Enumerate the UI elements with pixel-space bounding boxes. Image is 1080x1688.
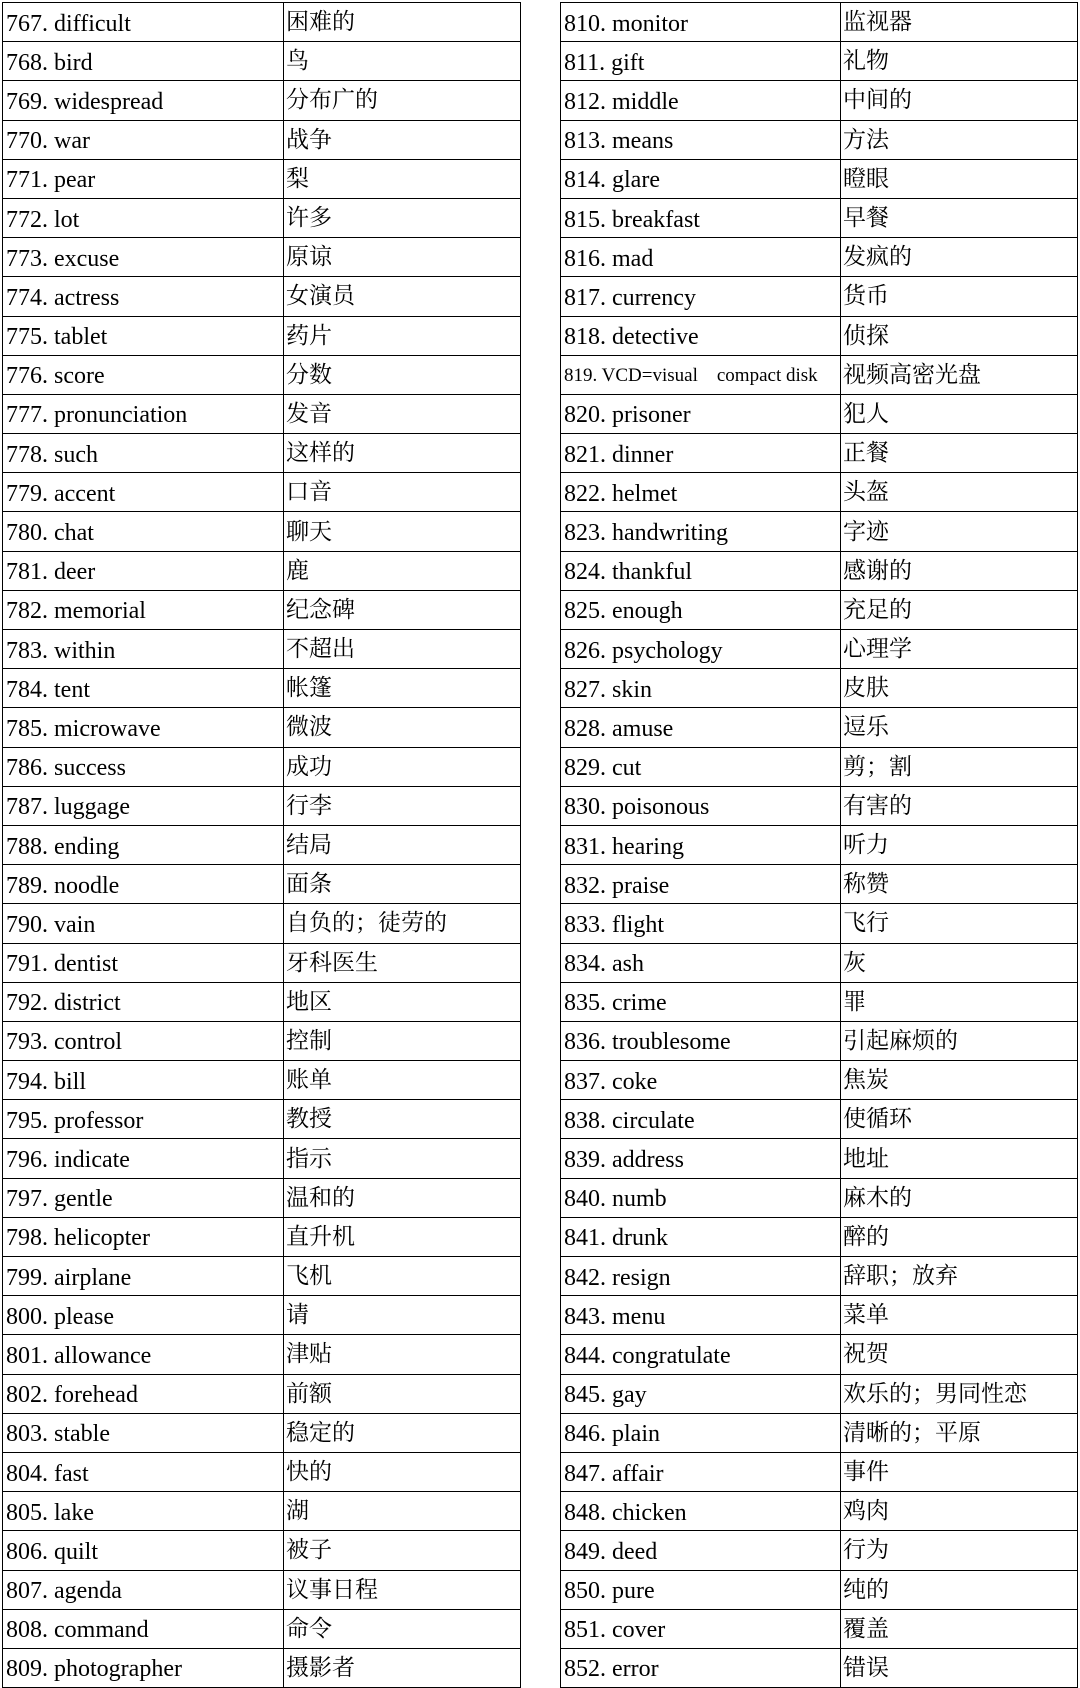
english-word-cell: 788. ending: [3, 825, 284, 864]
english-word-cell: 850. pure: [561, 1570, 841, 1609]
english-word-cell: 843. menu: [561, 1296, 841, 1335]
chinese-meaning-cell: 飞机: [284, 1257, 521, 1296]
table-row: [561, 865, 1078, 904]
chinese-meaning-cell: 麻木的: [841, 1178, 1078, 1217]
chinese-meaning-cell: 这样的: [284, 434, 521, 473]
chinese-meaning-cell: 犯人: [841, 394, 1078, 433]
chinese-meaning-cell: 地区: [284, 982, 521, 1021]
chinese-meaning-cell: 鸟: [284, 42, 521, 81]
vocabulary-table-right-body: [561, 3, 1078, 1688]
table-row: [561, 1413, 1078, 1452]
table-row: [3, 238, 521, 277]
english-word-cell: 798. helicopter: [3, 1217, 284, 1256]
table-row: [3, 786, 521, 825]
table-row: [561, 630, 1078, 669]
chinese-meaning-cell: 听力: [841, 825, 1078, 864]
english-word-cell: 789. noodle: [3, 865, 284, 904]
chinese-meaning-cell: 前额: [284, 1374, 521, 1413]
english-word-cell: 802. forehead: [3, 1374, 284, 1413]
chinese-meaning-cell: 方法: [841, 120, 1078, 159]
chinese-meaning-cell: 摄影者: [284, 1648, 521, 1687]
chinese-meaning-cell: 发疯的: [841, 238, 1078, 277]
table-row: [561, 1609, 1078, 1648]
english-word-cell: 779. accent: [3, 473, 284, 512]
english-word-cell: 796. indicate: [3, 1139, 284, 1178]
english-word-cell: 823. handwriting: [561, 512, 841, 551]
english-word-cell: 830. poisonous: [561, 786, 841, 825]
table-row: [561, 1492, 1078, 1531]
chinese-meaning-cell: 醉的: [841, 1217, 1078, 1256]
chinese-meaning-cell: 感谢的: [841, 551, 1078, 590]
chinese-meaning-cell: 覆盖: [841, 1609, 1078, 1648]
chinese-meaning-cell: 困难的: [284, 3, 521, 42]
english-word-cell: 838. circulate: [561, 1100, 841, 1139]
table-row: [561, 1296, 1078, 1335]
table-row: [3, 1648, 521, 1687]
english-word-cell: 777. pronunciation: [3, 394, 284, 433]
table-row: [3, 982, 521, 1021]
english-word-cell: 793. control: [3, 1021, 284, 1060]
chinese-meaning-cell: 分布广的: [284, 81, 521, 120]
table-row: [561, 1452, 1078, 1491]
english-word-cell: 769. widespread: [3, 81, 284, 120]
chinese-meaning-cell: 议事日程: [284, 1570, 521, 1609]
english-word-cell: 797. gentle: [3, 1178, 284, 1217]
table-row: [561, 1570, 1078, 1609]
english-word-cell: 811. gift: [561, 42, 841, 81]
chinese-meaning-cell: 女演员: [284, 277, 521, 316]
chinese-meaning-cell: 瞪眼: [841, 159, 1078, 198]
chinese-meaning-cell: 视频高密光盘: [841, 355, 1078, 394]
english-word-cell: 773. excuse: [3, 238, 284, 277]
chinese-meaning-cell: 纯的: [841, 1570, 1078, 1609]
table-row: [561, 159, 1078, 198]
chinese-meaning-cell: 鹿: [284, 551, 521, 590]
table-row: [561, 81, 1078, 120]
english-word-cell: 778. such: [3, 434, 284, 473]
table-row: [561, 786, 1078, 825]
chinese-meaning-cell: 梨: [284, 159, 521, 198]
chinese-meaning-cell: 分数: [284, 355, 521, 394]
chinese-meaning-cell: 礼物: [841, 42, 1078, 81]
table-row: [3, 1296, 521, 1335]
chinese-meaning-cell: 菜单: [841, 1296, 1078, 1335]
chinese-meaning-cell: 欢乐的；男同性恋: [841, 1374, 1078, 1413]
chinese-meaning-cell: 正餐: [841, 434, 1078, 473]
english-word-cell: 774. actress: [3, 277, 284, 316]
chinese-meaning-cell: 行为: [841, 1531, 1078, 1570]
table-row: [3, 1492, 521, 1531]
english-word-cell: 827. skin: [561, 669, 841, 708]
english-word-cell: 810. monitor: [561, 3, 841, 42]
chinese-meaning-cell: 帐篷: [284, 669, 521, 708]
english-word-cell: 805. lake: [3, 1492, 284, 1531]
table-row: [3, 473, 521, 512]
english-word-cell: 821. dinner: [561, 434, 841, 473]
english-word-cell: 800. please: [3, 1296, 284, 1335]
table-row: [3, 434, 521, 473]
vocabulary-table-left: [2, 2, 521, 1688]
chinese-meaning-cell: 发音: [284, 394, 521, 433]
english-word-cell: 844. congratulate: [561, 1335, 841, 1374]
english-word-cell: 812. middle: [561, 81, 841, 120]
table-row: [3, 1178, 521, 1217]
english-word-cell: 799. airplane: [3, 1257, 284, 1296]
english-word-cell: 781. deer: [3, 551, 284, 590]
table-row: [3, 747, 521, 786]
table-row: [561, 394, 1078, 433]
chinese-meaning-cell: 地址: [841, 1139, 1078, 1178]
chinese-meaning-cell: 事件: [841, 1452, 1078, 1491]
table-row: [3, 1570, 521, 1609]
english-word-cell: 791. dentist: [3, 943, 284, 982]
table-row: [3, 1139, 521, 1178]
table-row: [3, 590, 521, 629]
table-row: [3, 394, 521, 433]
table-row: [3, 1100, 521, 1139]
english-word-cell: 851. cover: [561, 1609, 841, 1648]
english-word-cell: 794. bill: [3, 1061, 284, 1100]
table-row: [561, 1178, 1078, 1217]
table-row: [3, 1335, 521, 1374]
english-word-cell: 792. district: [3, 982, 284, 1021]
chinese-meaning-cell: 不超出: [284, 630, 521, 669]
table-row: [3, 943, 521, 982]
english-word-cell: 803. stable: [3, 1413, 284, 1452]
vocabulary-table-right: [560, 2, 1078, 1688]
english-word-cell: 787. luggage: [3, 786, 284, 825]
table-row: [561, 120, 1078, 159]
chinese-meaning-cell: 账单: [284, 1061, 521, 1100]
chinese-meaning-cell: 请: [284, 1296, 521, 1335]
table-row: [3, 1257, 521, 1296]
chinese-meaning-cell: 监视器: [841, 3, 1078, 42]
table-row: [561, 982, 1078, 1021]
table-row: [561, 473, 1078, 512]
english-word-cell: 824. thankful: [561, 551, 841, 590]
chinese-meaning-cell: 命令: [284, 1609, 521, 1648]
english-word-cell: 818. detective: [561, 316, 841, 355]
english-word-cell: 825. enough: [561, 590, 841, 629]
english-word-cell: 783. within: [3, 630, 284, 669]
chinese-meaning-cell: 焦炭: [841, 1061, 1078, 1100]
table-row: [3, 1609, 521, 1648]
table-row: [3, 865, 521, 904]
table-row: [3, 81, 521, 120]
english-word-cell: 822. helmet: [561, 473, 841, 512]
chinese-meaning-cell: 充足的: [841, 590, 1078, 629]
english-word-cell: 776. score: [3, 355, 284, 394]
table-row: [3, 708, 521, 747]
chinese-meaning-cell: 罪: [841, 982, 1078, 1021]
chinese-meaning-cell: 心理学: [841, 630, 1078, 669]
chinese-meaning-cell: 温和的: [284, 1178, 521, 1217]
english-word-cell: 839. address: [561, 1139, 841, 1178]
table-row: [561, 316, 1078, 355]
english-word-cell: 819. VCD=visual compact disk: [561, 355, 841, 394]
table-row: [3, 512, 521, 551]
table-row: [3, 1021, 521, 1060]
english-word-cell: 847. affair: [561, 1452, 841, 1491]
chinese-meaning-cell: 纪念碑: [284, 590, 521, 629]
chinese-meaning-cell: 自负的；徒劳的: [284, 904, 521, 943]
chinese-meaning-cell: 结局: [284, 825, 521, 864]
table-row: [561, 669, 1078, 708]
chinese-meaning-cell: 湖: [284, 1492, 521, 1531]
chinese-meaning-cell: 飞行: [841, 904, 1078, 943]
chinese-meaning-cell: 中间的: [841, 81, 1078, 120]
chinese-meaning-cell: 口音: [284, 473, 521, 512]
english-word-cell: 807. agenda: [3, 1570, 284, 1609]
chinese-meaning-cell: 早餐: [841, 198, 1078, 237]
chinese-meaning-cell: 教授: [284, 1100, 521, 1139]
table-row: [561, 1100, 1078, 1139]
english-word-cell: 806. quilt: [3, 1531, 284, 1570]
english-word-cell: 833. flight: [561, 904, 841, 943]
english-word-cell: 826. psychology: [561, 630, 841, 669]
table-row: [3, 355, 521, 394]
chinese-meaning-cell: 稳定的: [284, 1413, 521, 1452]
table-row: [3, 1531, 521, 1570]
english-word-cell: 841. drunk: [561, 1217, 841, 1256]
table-row: [3, 825, 521, 864]
table-row: [3, 1413, 521, 1452]
english-word-cell: 795. professor: [3, 1100, 284, 1139]
chinese-meaning-cell: 清晰的；平原: [841, 1413, 1078, 1452]
table-row: [561, 825, 1078, 864]
table-row: [3, 669, 521, 708]
table-row: [3, 904, 521, 943]
english-word-cell: 836. troublesome: [561, 1021, 841, 1060]
chinese-meaning-cell: 祝贺: [841, 1335, 1078, 1374]
english-word-cell: 849. deed: [561, 1531, 841, 1570]
english-word-cell: 808. command: [3, 1609, 284, 1648]
table-row: [561, 1531, 1078, 1570]
chinese-meaning-cell: 原谅: [284, 238, 521, 277]
english-word-cell: 834. ash: [561, 943, 841, 982]
chinese-meaning-cell: 字迹: [841, 512, 1078, 551]
chinese-meaning-cell: 行李: [284, 786, 521, 825]
english-word-cell: 845. gay: [561, 1374, 841, 1413]
table-row: [3, 42, 521, 81]
table-row: [561, 198, 1078, 237]
english-word-cell: 782. memorial: [3, 590, 284, 629]
chinese-meaning-cell: 逗乐: [841, 708, 1078, 747]
english-word-cell: 801. allowance: [3, 1335, 284, 1374]
table-row: [561, 512, 1078, 551]
english-word-cell: 835. crime: [561, 982, 841, 1021]
english-word-cell: 848. chicken: [561, 1492, 841, 1531]
english-word-cell: 817. currency: [561, 277, 841, 316]
chinese-meaning-cell: 被子: [284, 1531, 521, 1570]
table-row: [561, 551, 1078, 590]
chinese-meaning-cell: 错误: [841, 1648, 1078, 1687]
table-row: [561, 434, 1078, 473]
table-row: [3, 1061, 521, 1100]
english-word-cell: 772. lot: [3, 198, 284, 237]
english-word-cell: 829. cut: [561, 747, 841, 786]
table-row: [3, 630, 521, 669]
chinese-meaning-cell: 辞职；放弃: [841, 1257, 1078, 1296]
english-word-cell: 767. difficult: [3, 3, 284, 42]
english-word-cell: 809. photographer: [3, 1648, 284, 1687]
english-word-cell: 832. praise: [561, 865, 841, 904]
chinese-meaning-cell: 面条: [284, 865, 521, 904]
table-row: [561, 1139, 1078, 1178]
table-row: [561, 1217, 1078, 1256]
table-row: [3, 1217, 521, 1256]
english-word-cell: 790. vain: [3, 904, 284, 943]
chinese-meaning-cell: 直升机: [284, 1217, 521, 1256]
table-row: [3, 3, 521, 42]
chinese-meaning-cell: 微波: [284, 708, 521, 747]
table-row: [3, 198, 521, 237]
english-word-cell: 813. means: [561, 120, 841, 159]
chinese-meaning-cell: 皮肤: [841, 669, 1078, 708]
english-word-cell: 852. error: [561, 1648, 841, 1687]
english-word-cell: 842. resign: [561, 1257, 841, 1296]
table-row: [3, 1452, 521, 1491]
english-word-cell: 831. hearing: [561, 825, 841, 864]
english-word-cell: 768. bird: [3, 42, 284, 81]
chinese-meaning-cell: 指示: [284, 1139, 521, 1178]
english-word-cell: 840. numb: [561, 1178, 841, 1217]
table-row: [561, 904, 1078, 943]
english-word-cell: 828. amuse: [561, 708, 841, 747]
chinese-meaning-cell: 侦探: [841, 316, 1078, 355]
table-row: [3, 551, 521, 590]
english-word-cell: 846. plain: [561, 1413, 841, 1452]
table-row: [561, 1374, 1078, 1413]
chinese-meaning-cell: 控制: [284, 1021, 521, 1060]
english-word-cell: 786. success: [3, 747, 284, 786]
english-word-cell: 815. breakfast: [561, 198, 841, 237]
english-word-cell: 775. tablet: [3, 316, 284, 355]
english-word-cell: 804. fast: [3, 1452, 284, 1491]
english-word-cell: 820. prisoner: [561, 394, 841, 433]
english-word-cell: 780. chat: [3, 512, 284, 551]
table-row: [561, 42, 1078, 81]
chinese-meaning-cell: 有害的: [841, 786, 1078, 825]
table-row: [561, 355, 1078, 394]
table-row: [561, 1257, 1078, 1296]
chinese-meaning-cell: 快的: [284, 1452, 521, 1491]
table-row: [561, 1061, 1078, 1100]
table-row: [561, 590, 1078, 629]
table-row: [561, 747, 1078, 786]
english-word-cell: 771. pear: [3, 159, 284, 198]
chinese-meaning-cell: 战争: [284, 120, 521, 159]
table-row: [561, 1648, 1078, 1687]
table-row: [3, 120, 521, 159]
table-row: [561, 238, 1078, 277]
chinese-meaning-cell: 货币: [841, 277, 1078, 316]
chinese-meaning-cell: 津贴: [284, 1335, 521, 1374]
english-word-cell: 816. mad: [561, 238, 841, 277]
table-row: [3, 277, 521, 316]
table-row: [561, 277, 1078, 316]
chinese-meaning-cell: 成功: [284, 747, 521, 786]
english-word-cell: 770. war: [3, 120, 284, 159]
chinese-meaning-cell: 头盔: [841, 473, 1078, 512]
chinese-meaning-cell: 灰: [841, 943, 1078, 982]
chinese-meaning-cell: 引起麻烦的: [841, 1021, 1078, 1060]
table-row: [3, 159, 521, 198]
chinese-meaning-cell: 鸡肉: [841, 1492, 1078, 1531]
chinese-meaning-cell: 许多: [284, 198, 521, 237]
vocabulary-table-left-body: [3, 3, 521, 1688]
chinese-meaning-cell: 药片: [284, 316, 521, 355]
english-word-cell: 814. glare: [561, 159, 841, 198]
english-word-cell: 837. coke: [561, 1061, 841, 1100]
chinese-meaning-cell: 聊天: [284, 512, 521, 551]
table-row: [561, 708, 1078, 747]
table-row: [561, 943, 1078, 982]
chinese-meaning-cell: 牙科医生: [284, 943, 521, 982]
chinese-meaning-cell: 剪；割: [841, 747, 1078, 786]
table-row: [3, 316, 521, 355]
table-row: [3, 1374, 521, 1413]
english-word-cell: 785. microwave: [3, 708, 284, 747]
table-row: [561, 3, 1078, 42]
chinese-meaning-cell: 使循环: [841, 1100, 1078, 1139]
chinese-meaning-cell: 称赞: [841, 865, 1078, 904]
table-row: [561, 1021, 1078, 1060]
english-word-cell: 784. tent: [3, 669, 284, 708]
table-row: [561, 1335, 1078, 1374]
